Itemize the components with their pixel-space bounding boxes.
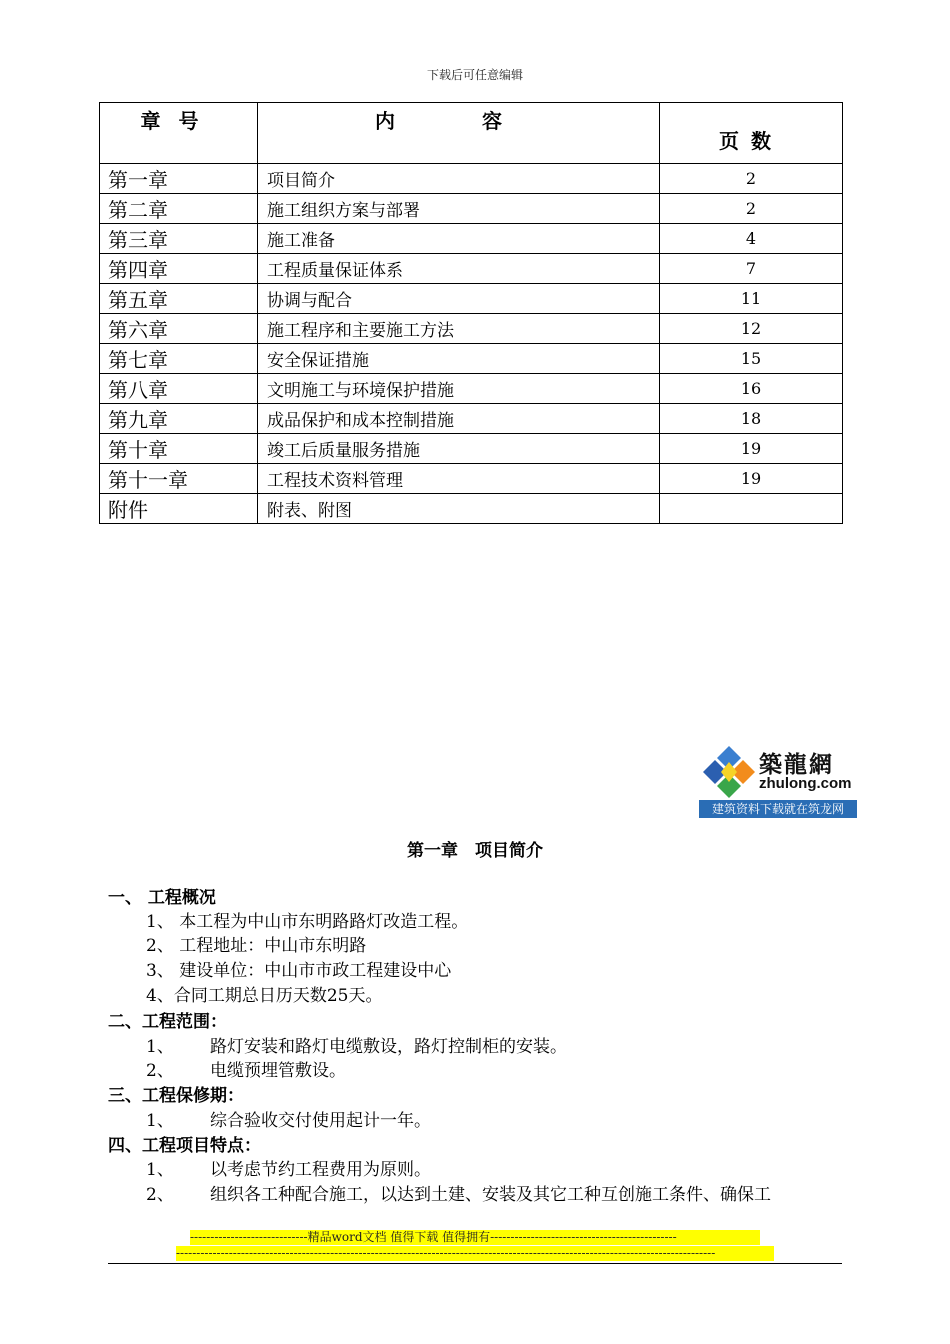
logo-diamond-icon	[701, 744, 757, 800]
toc-chapter-cell: 第十一章	[100, 464, 258, 494]
toc-page-cell: 11	[660, 284, 843, 314]
footer-banner-line-2: -------------------------------------------------------------------------------------------------------------------------------------	[176, 1246, 774, 1261]
toc-content-cell: 协调与配合	[258, 284, 660, 314]
toc-header-content-label: 内 容	[375, 109, 542, 133]
header-note: 下载后可任意编辑	[426, 68, 523, 82]
toc-chapter-cell: 第二章	[100, 194, 258, 224]
toc-content-cell: 成品保护和成本控制措施	[258, 404, 660, 434]
logo-tagline: 建筑资料下载就在筑龙网	[699, 800, 857, 818]
section-heading-1: 一、 工程概况	[108, 888, 216, 908]
toc-chapter-cell: 第七章	[100, 344, 258, 374]
section-1-item: 2、 工程地址：中山市东明路	[146, 936, 367, 956]
toc-chapter-cell: 附件	[100, 494, 258, 524]
section-3-item-num: 1、	[146, 1111, 174, 1131]
toc-row	[100, 404, 843, 434]
toc-content-cell: 工程质量保证体系	[258, 254, 660, 284]
footer-divider	[108, 1263, 842, 1264]
section-1-item: 3、 建设单位：中山市市政工程建设中心	[146, 961, 452, 981]
toc-row	[100, 194, 843, 224]
section-2-item-num: 2、	[146, 1061, 174, 1081]
footer-banner-line-1: -----------------------------精品word文档 值得下载 值得拥有----------------------------------------------	[190, 1230, 760, 1245]
toc-page-cell: 16	[660, 374, 843, 404]
section-heading-3: 三、工程保修期：	[108, 1086, 244, 1106]
toc-content-cell: 文明施工与环境保护措施	[258, 374, 660, 404]
toc-row	[100, 314, 843, 344]
section-1-item: 1、 本工程为中山市东明路路灯改造工程。	[146, 912, 469, 932]
toc-page-cell: 2	[660, 194, 843, 224]
toc-page-cell: 12	[660, 314, 843, 344]
section-heading-2: 二、工程范围：	[108, 1012, 227, 1032]
section-2-item-text: 电缆预埋管敷设。	[210, 1061, 346, 1081]
toc-content-cell: 竣工后质量服务措施	[258, 434, 660, 464]
section-4-item-num: 2、	[146, 1185, 174, 1205]
toc-row	[100, 494, 843, 524]
toc-chapter-cell: 第九章	[100, 404, 258, 434]
toc-row	[100, 254, 843, 284]
section-4-item-text: 以考虑节约工程费用为原则。	[210, 1160, 431, 1180]
toc-page-cell: 19	[660, 434, 843, 464]
toc-chapter-cell: 第一章	[100, 164, 258, 194]
toc-chapter-cell: 第八章	[100, 374, 258, 404]
toc-page-cell: 15	[660, 344, 843, 374]
toc-content-cell: 工程技术资料管理	[258, 464, 660, 494]
zhulong-logo	[699, 742, 857, 818]
logo-brand-name: 築龍網	[759, 752, 834, 778]
toc-chapter-cell: 第三章	[100, 224, 258, 254]
toc-header-row	[100, 103, 843, 164]
toc-content-cell: 施工组织方案与部署	[258, 194, 660, 224]
toc-row	[100, 164, 843, 194]
toc-page-cell: 18	[660, 404, 843, 434]
toc-chapter-cell: 第四章	[100, 254, 258, 284]
toc-header-content	[258, 103, 660, 164]
logo-brand-url: zhulong.com	[759, 775, 852, 792]
toc-page-cell: 7	[660, 254, 843, 284]
chapter-title: 第一章 项目简介	[407, 841, 543, 861]
toc-content-cell: 施工准备	[258, 224, 660, 254]
toc-page-cell: 2	[660, 164, 843, 194]
toc-content-cell: 安全保证措施	[258, 344, 660, 374]
toc-page-cell	[660, 494, 843, 524]
toc-table	[99, 102, 843, 524]
toc-content-cell: 项目简介	[258, 164, 660, 194]
toc-content-cell: 附表、附图	[258, 494, 660, 524]
toc-row	[100, 434, 843, 464]
toc-page-cell: 4	[660, 224, 843, 254]
toc-header-chapter: 章号	[100, 103, 258, 164]
toc-row	[100, 344, 843, 374]
toc-row	[100, 224, 843, 254]
toc-row	[100, 374, 843, 404]
section-4-item-num: 1、	[146, 1160, 174, 1180]
section-2-item-num: 1、	[146, 1037, 174, 1057]
toc-row	[100, 464, 843, 494]
section-1-item: 4、合同工期总日历天数25天。	[146, 986, 383, 1006]
toc-row	[100, 284, 843, 314]
toc-page-cell: 19	[660, 464, 843, 494]
section-4-item-text: 组织各工种配合施工，以达到土建、安装及其它工种互创施工条件、确保工	[210, 1185, 771, 1205]
section-3-item-text: 综合验收交付使用起计一年。	[210, 1111, 431, 1131]
toc-chapter-cell: 第五章	[100, 284, 258, 314]
section-heading-4: 四、工程项目特点：	[108, 1136, 261, 1156]
toc-chapter-cell: 第十章	[100, 434, 258, 464]
toc-content-cell: 施工程序和主要施工方法	[258, 314, 660, 344]
section-2-item-text: 路灯安装和路灯电缆敷设，路灯控制柜的安装。	[210, 1037, 567, 1057]
toc-header-pages: 页数	[660, 103, 843, 164]
toc-chapter-cell: 第六章	[100, 314, 258, 344]
